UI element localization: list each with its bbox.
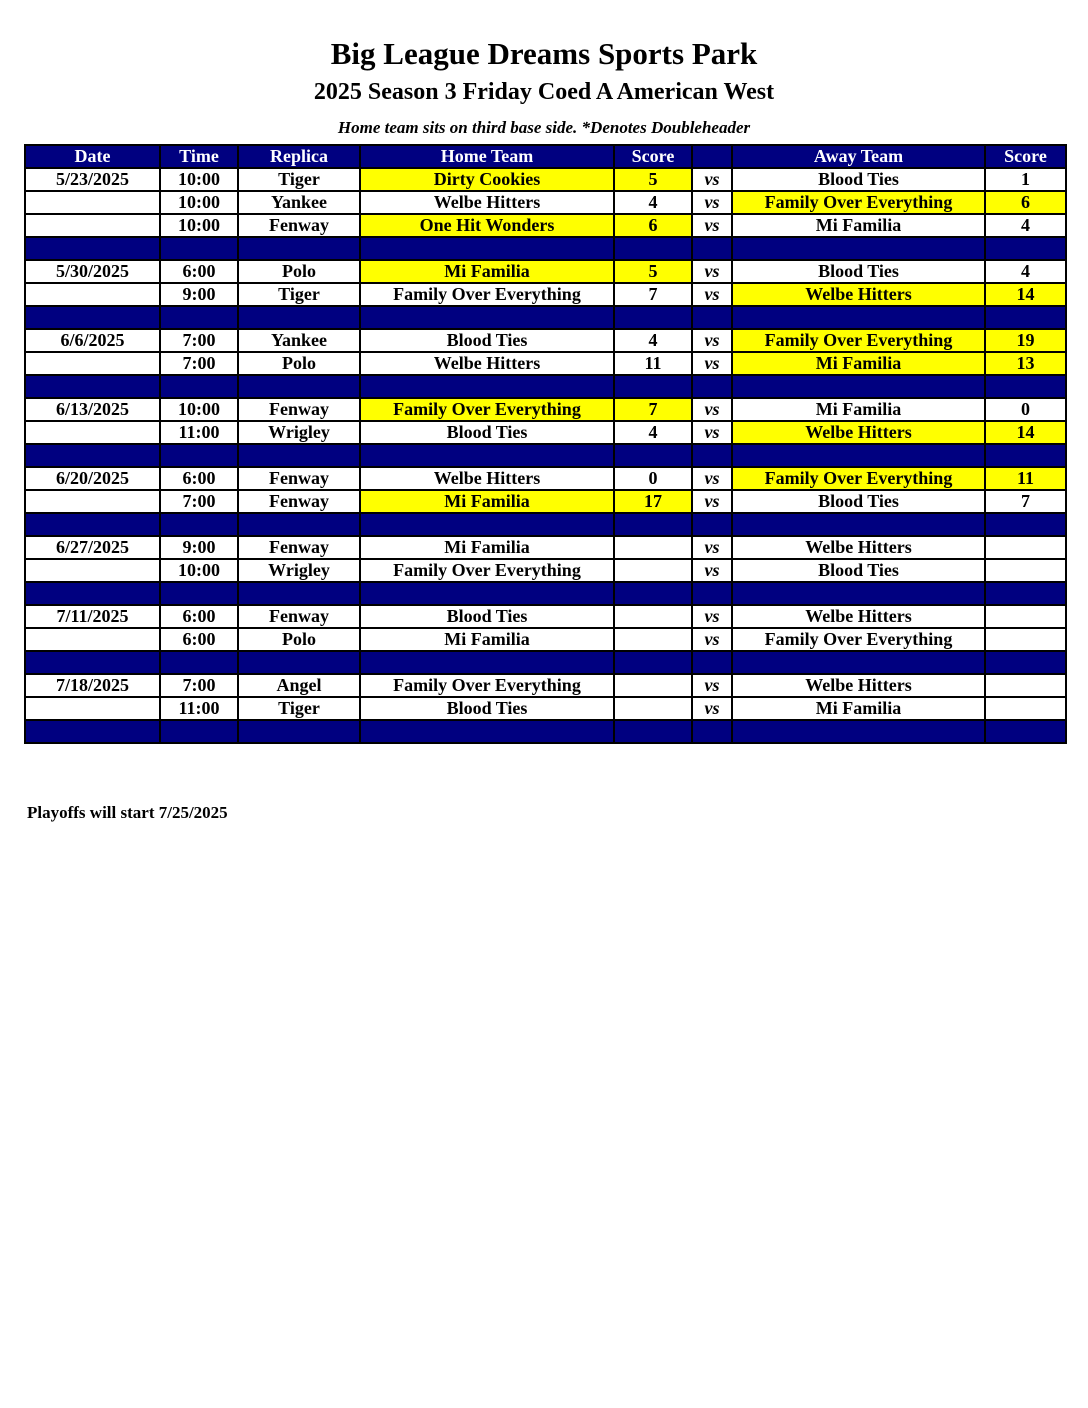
away-team-cell: Family Over Everything bbox=[732, 628, 985, 651]
away-score-cell bbox=[985, 674, 1066, 697]
game-row bbox=[25, 536, 1066, 559]
game-row bbox=[25, 283, 1066, 306]
time-cell: 11:00 bbox=[160, 421, 238, 444]
home-team-cell: Family Over Everything bbox=[360, 283, 614, 306]
away-score-cell: 1 bbox=[985, 168, 1066, 191]
home-score-cell bbox=[614, 559, 692, 582]
date-cell: 6/13/2025 bbox=[25, 398, 160, 421]
separator-cell bbox=[732, 720, 985, 743]
home-team-cell: Blood Ties bbox=[360, 421, 614, 444]
away-score-cell bbox=[985, 697, 1066, 720]
separator-cell bbox=[238, 651, 360, 674]
header-away-team: Away Team bbox=[732, 145, 985, 168]
away-score-cell: 6 bbox=[985, 191, 1066, 214]
away-team-cell: Welbe Hitters bbox=[732, 536, 985, 559]
away-score-cell: 7 bbox=[985, 490, 1066, 513]
separator-cell bbox=[160, 306, 238, 329]
time-cell: 10:00 bbox=[160, 214, 238, 237]
game-row bbox=[25, 329, 1066, 352]
replica-cell: Fenway bbox=[238, 214, 360, 237]
vs-cell: vs bbox=[692, 283, 732, 306]
date-cell bbox=[25, 697, 160, 720]
separator-cell bbox=[360, 375, 614, 398]
game-row bbox=[25, 559, 1066, 582]
home-team-cell: Blood Ties bbox=[360, 329, 614, 352]
vs-cell: vs bbox=[692, 628, 732, 651]
time-cell: 7:00 bbox=[160, 329, 238, 352]
date-cell bbox=[25, 490, 160, 513]
away-team-cell: Family Over Everything bbox=[732, 467, 985, 490]
away-score-cell: 19 bbox=[985, 329, 1066, 352]
vs-cell: vs bbox=[692, 260, 732, 283]
separator-cell bbox=[160, 720, 238, 743]
date-cell: 7/18/2025 bbox=[25, 674, 160, 697]
page-title: Big League Dreams Sports Park bbox=[330, 36, 758, 71]
home-score-cell: 4 bbox=[614, 329, 692, 352]
date-cell: 5/30/2025 bbox=[25, 260, 160, 283]
separator-cell bbox=[985, 582, 1066, 605]
separator-cell bbox=[985, 237, 1066, 260]
schedule-body bbox=[25, 168, 1066, 743]
header-row bbox=[25, 145, 1066, 168]
separator-cell bbox=[692, 513, 732, 536]
away-team-cell: Mi Familia bbox=[732, 697, 985, 720]
date-cell: 5/23/2025 bbox=[25, 168, 160, 191]
game-row bbox=[25, 674, 1066, 697]
separator-cell bbox=[692, 582, 732, 605]
home-team-cell: Welbe Hitters bbox=[360, 467, 614, 490]
separator-cell bbox=[614, 582, 692, 605]
separator-cell bbox=[985, 444, 1066, 467]
away-team-cell: Mi Familia bbox=[732, 398, 985, 421]
home-team-cell: Welbe Hitters bbox=[360, 352, 614, 375]
replica-cell: Fenway bbox=[238, 398, 360, 421]
time-cell: 10:00 bbox=[160, 398, 238, 421]
away-score-cell bbox=[985, 536, 1066, 559]
vs-cell: vs bbox=[692, 490, 732, 513]
home-team-cell: Blood Ties bbox=[360, 605, 614, 628]
date-cell bbox=[25, 421, 160, 444]
home-score-cell: 4 bbox=[614, 191, 692, 214]
home-team-cell: Blood Ties bbox=[360, 697, 614, 720]
separator-cell bbox=[732, 237, 985, 260]
home-score-cell bbox=[614, 605, 692, 628]
game-row bbox=[25, 467, 1066, 490]
replica-cell: Wrigley bbox=[238, 421, 360, 444]
game-row bbox=[25, 421, 1066, 444]
vs-cell: vs bbox=[692, 352, 732, 375]
time-cell: 10:00 bbox=[160, 191, 238, 214]
home-score-cell: 4 bbox=[614, 421, 692, 444]
header-home-team: Home Team bbox=[360, 145, 614, 168]
vs-cell: vs bbox=[692, 214, 732, 237]
separator-cell bbox=[238, 375, 360, 398]
away-score-cell: 4 bbox=[985, 260, 1066, 283]
separator-cell bbox=[160, 375, 238, 398]
separator-row bbox=[25, 513, 1066, 536]
home-score-cell: 7 bbox=[614, 398, 692, 421]
separator-cell bbox=[732, 513, 985, 536]
separator-cell bbox=[238, 513, 360, 536]
separator-cell bbox=[25, 720, 160, 743]
vs-cell: vs bbox=[692, 168, 732, 191]
game-row bbox=[25, 168, 1066, 191]
time-cell: 6:00 bbox=[160, 467, 238, 490]
away-score-cell: 11 bbox=[985, 467, 1066, 490]
home-score-cell: 7 bbox=[614, 283, 692, 306]
time-cell: 10:00 bbox=[160, 168, 238, 191]
separator-cell bbox=[985, 306, 1066, 329]
separator-cell bbox=[692, 306, 732, 329]
date-cell bbox=[25, 352, 160, 375]
vs-cell: vs bbox=[692, 398, 732, 421]
home-team-cell: Mi Familia bbox=[360, 628, 614, 651]
playoffs-note: Playoffs will start 7/25/2025 bbox=[27, 803, 228, 822]
game-row bbox=[25, 628, 1066, 651]
separator-cell bbox=[614, 237, 692, 260]
separator-cell bbox=[238, 720, 360, 743]
separator-row bbox=[25, 306, 1066, 329]
time-cell: 7:00 bbox=[160, 490, 238, 513]
separator-cell bbox=[360, 237, 614, 260]
header-replica: Replica bbox=[238, 145, 360, 168]
time-cell: 6:00 bbox=[160, 260, 238, 283]
replica-cell: Yankee bbox=[238, 329, 360, 352]
game-row bbox=[25, 697, 1066, 720]
date-cell bbox=[25, 214, 160, 237]
game-row bbox=[25, 260, 1066, 283]
vs-cell: vs bbox=[692, 329, 732, 352]
separator-row bbox=[25, 582, 1066, 605]
away-score-cell: 0 bbox=[985, 398, 1066, 421]
replica-cell: Fenway bbox=[238, 490, 360, 513]
header-away-score: Score bbox=[985, 145, 1066, 168]
date-cell: 6/27/2025 bbox=[25, 536, 160, 559]
away-team-cell: Mi Familia bbox=[732, 352, 985, 375]
time-cell: 7:00 bbox=[160, 352, 238, 375]
header-home-score: Score bbox=[614, 145, 692, 168]
separator-cell bbox=[692, 375, 732, 398]
schedule-table bbox=[24, 144, 1067, 744]
separator-row bbox=[25, 237, 1066, 260]
away-team-cell: Blood Ties bbox=[732, 559, 985, 582]
separator-cell bbox=[614, 720, 692, 743]
separator-cell bbox=[732, 375, 985, 398]
home-team-cell: Mi Familia bbox=[360, 536, 614, 559]
away-team-cell: Mi Familia bbox=[732, 214, 985, 237]
replica-cell: Polo bbox=[238, 260, 360, 283]
separator-cell bbox=[360, 720, 614, 743]
separator-cell bbox=[985, 375, 1066, 398]
vs-cell: vs bbox=[692, 674, 732, 697]
replica-cell: Tiger bbox=[238, 697, 360, 720]
separator-cell bbox=[25, 651, 160, 674]
time-cell: 6:00 bbox=[160, 605, 238, 628]
time-cell: 9:00 bbox=[160, 283, 238, 306]
separator-cell bbox=[732, 444, 985, 467]
away-team-cell: Family Over Everything bbox=[732, 329, 985, 352]
separator-row bbox=[25, 375, 1066, 398]
date-cell: 7/11/2025 bbox=[25, 605, 160, 628]
home-score-cell bbox=[614, 628, 692, 651]
separator-cell bbox=[614, 375, 692, 398]
home-score-cell: 0 bbox=[614, 467, 692, 490]
time-cell: 7:00 bbox=[160, 674, 238, 697]
date-cell bbox=[25, 628, 160, 651]
away-score-cell: 14 bbox=[985, 421, 1066, 444]
replica-cell: Tiger bbox=[238, 168, 360, 191]
home-team-note: Home team sits on third base side. *Denotes Doubleheader bbox=[337, 118, 751, 137]
time-cell: 9:00 bbox=[160, 536, 238, 559]
separator-cell bbox=[160, 651, 238, 674]
separator-cell bbox=[732, 306, 985, 329]
away-team-cell: Welbe Hitters bbox=[732, 283, 985, 306]
separator-cell bbox=[692, 237, 732, 260]
time-cell: 6:00 bbox=[160, 628, 238, 651]
separator-cell bbox=[25, 375, 160, 398]
replica-cell: Wrigley bbox=[238, 559, 360, 582]
game-row bbox=[25, 352, 1066, 375]
header-time: Time bbox=[160, 145, 238, 168]
date-cell: 6/6/2025 bbox=[25, 329, 160, 352]
game-row bbox=[25, 191, 1066, 214]
away-score-cell bbox=[985, 559, 1066, 582]
away-score-cell: 14 bbox=[985, 283, 1066, 306]
separator-cell bbox=[692, 444, 732, 467]
date-cell bbox=[25, 191, 160, 214]
separator-cell bbox=[25, 237, 160, 260]
vs-cell: vs bbox=[692, 536, 732, 559]
away-team-cell: Blood Ties bbox=[732, 490, 985, 513]
home-score-cell: 5 bbox=[614, 168, 692, 191]
separator-cell bbox=[614, 306, 692, 329]
separator-row bbox=[25, 444, 1066, 467]
time-cell: 10:00 bbox=[160, 559, 238, 582]
separator-cell bbox=[25, 444, 160, 467]
separator-cell bbox=[25, 513, 160, 536]
date-cell bbox=[25, 283, 160, 306]
away-score-cell: 4 bbox=[985, 214, 1066, 237]
separator-cell bbox=[360, 306, 614, 329]
separator-cell bbox=[985, 513, 1066, 536]
home-team-cell: One Hit Wonders bbox=[360, 214, 614, 237]
vs-cell: vs bbox=[692, 467, 732, 490]
away-team-cell: Welbe Hitters bbox=[732, 674, 985, 697]
replica-cell: Fenway bbox=[238, 536, 360, 559]
game-row bbox=[25, 490, 1066, 513]
game-row bbox=[25, 605, 1066, 628]
separator-cell bbox=[985, 651, 1066, 674]
replica-cell: Polo bbox=[238, 352, 360, 375]
home-score-cell: 6 bbox=[614, 214, 692, 237]
vs-cell: vs bbox=[692, 697, 732, 720]
header-date: Date bbox=[25, 145, 160, 168]
home-team-cell: Mi Familia bbox=[360, 260, 614, 283]
home-team-cell: Family Over Everything bbox=[360, 674, 614, 697]
separator-cell bbox=[160, 444, 238, 467]
away-team-cell: Welbe Hitters bbox=[732, 421, 985, 444]
separator-cell bbox=[614, 651, 692, 674]
replica-cell: Fenway bbox=[238, 467, 360, 490]
separator-cell bbox=[160, 582, 238, 605]
vs-cell: vs bbox=[692, 191, 732, 214]
home-score-cell bbox=[614, 697, 692, 720]
away-team-cell: Blood Ties bbox=[732, 260, 985, 283]
separator-row bbox=[25, 651, 1066, 674]
separator-cell bbox=[25, 306, 160, 329]
separator-cell bbox=[238, 306, 360, 329]
date-cell: 6/20/2025 bbox=[25, 467, 160, 490]
separator-cell bbox=[238, 237, 360, 260]
game-row bbox=[25, 398, 1066, 421]
home-team-cell: Dirty Cookies bbox=[360, 168, 614, 191]
separator-cell bbox=[238, 444, 360, 467]
home-team-cell: Family Over Everything bbox=[360, 559, 614, 582]
game-row bbox=[25, 214, 1066, 237]
home-team-cell: Welbe Hitters bbox=[360, 191, 614, 214]
separator-cell bbox=[614, 444, 692, 467]
separator-cell bbox=[160, 237, 238, 260]
date-cell bbox=[25, 559, 160, 582]
home-team-cell: Family Over Everything bbox=[360, 398, 614, 421]
vs-cell: vs bbox=[692, 559, 732, 582]
vs-cell: vs bbox=[692, 421, 732, 444]
separator-row bbox=[25, 720, 1066, 743]
separator-cell bbox=[25, 582, 160, 605]
replica-cell: Fenway bbox=[238, 605, 360, 628]
separator-cell bbox=[732, 651, 985, 674]
away-team-cell: Welbe Hitters bbox=[732, 605, 985, 628]
separator-cell bbox=[360, 582, 614, 605]
separator-cell bbox=[692, 651, 732, 674]
home-score-cell: 5 bbox=[614, 260, 692, 283]
away-team-cell: Blood Ties bbox=[732, 168, 985, 191]
separator-cell bbox=[692, 720, 732, 743]
separator-cell bbox=[732, 582, 985, 605]
home-score-cell: 17 bbox=[614, 490, 692, 513]
away-team-cell: Family Over Everything bbox=[732, 191, 985, 214]
header-vs bbox=[692, 145, 732, 168]
separator-cell bbox=[160, 513, 238, 536]
page-subtitle: 2025 Season 3 Friday Coed A American West bbox=[313, 79, 775, 105]
separator-cell bbox=[238, 582, 360, 605]
home-score-cell: 11 bbox=[614, 352, 692, 375]
home-team-cell: Mi Familia bbox=[360, 490, 614, 513]
replica-cell: Tiger bbox=[238, 283, 360, 306]
away-score-cell bbox=[985, 605, 1066, 628]
separator-cell bbox=[360, 651, 614, 674]
home-score-cell bbox=[614, 674, 692, 697]
replica-cell: Polo bbox=[238, 628, 360, 651]
time-cell: 11:00 bbox=[160, 697, 238, 720]
separator-cell bbox=[360, 513, 614, 536]
separator-cell bbox=[360, 444, 614, 467]
separator-cell bbox=[985, 720, 1066, 743]
separator-cell bbox=[614, 513, 692, 536]
replica-cell: Angel bbox=[238, 674, 360, 697]
replica-cell: Yankee bbox=[238, 191, 360, 214]
vs-cell: vs bbox=[692, 605, 732, 628]
away-score-cell bbox=[985, 628, 1066, 651]
home-score-cell bbox=[614, 536, 692, 559]
away-score-cell: 13 bbox=[985, 352, 1066, 375]
